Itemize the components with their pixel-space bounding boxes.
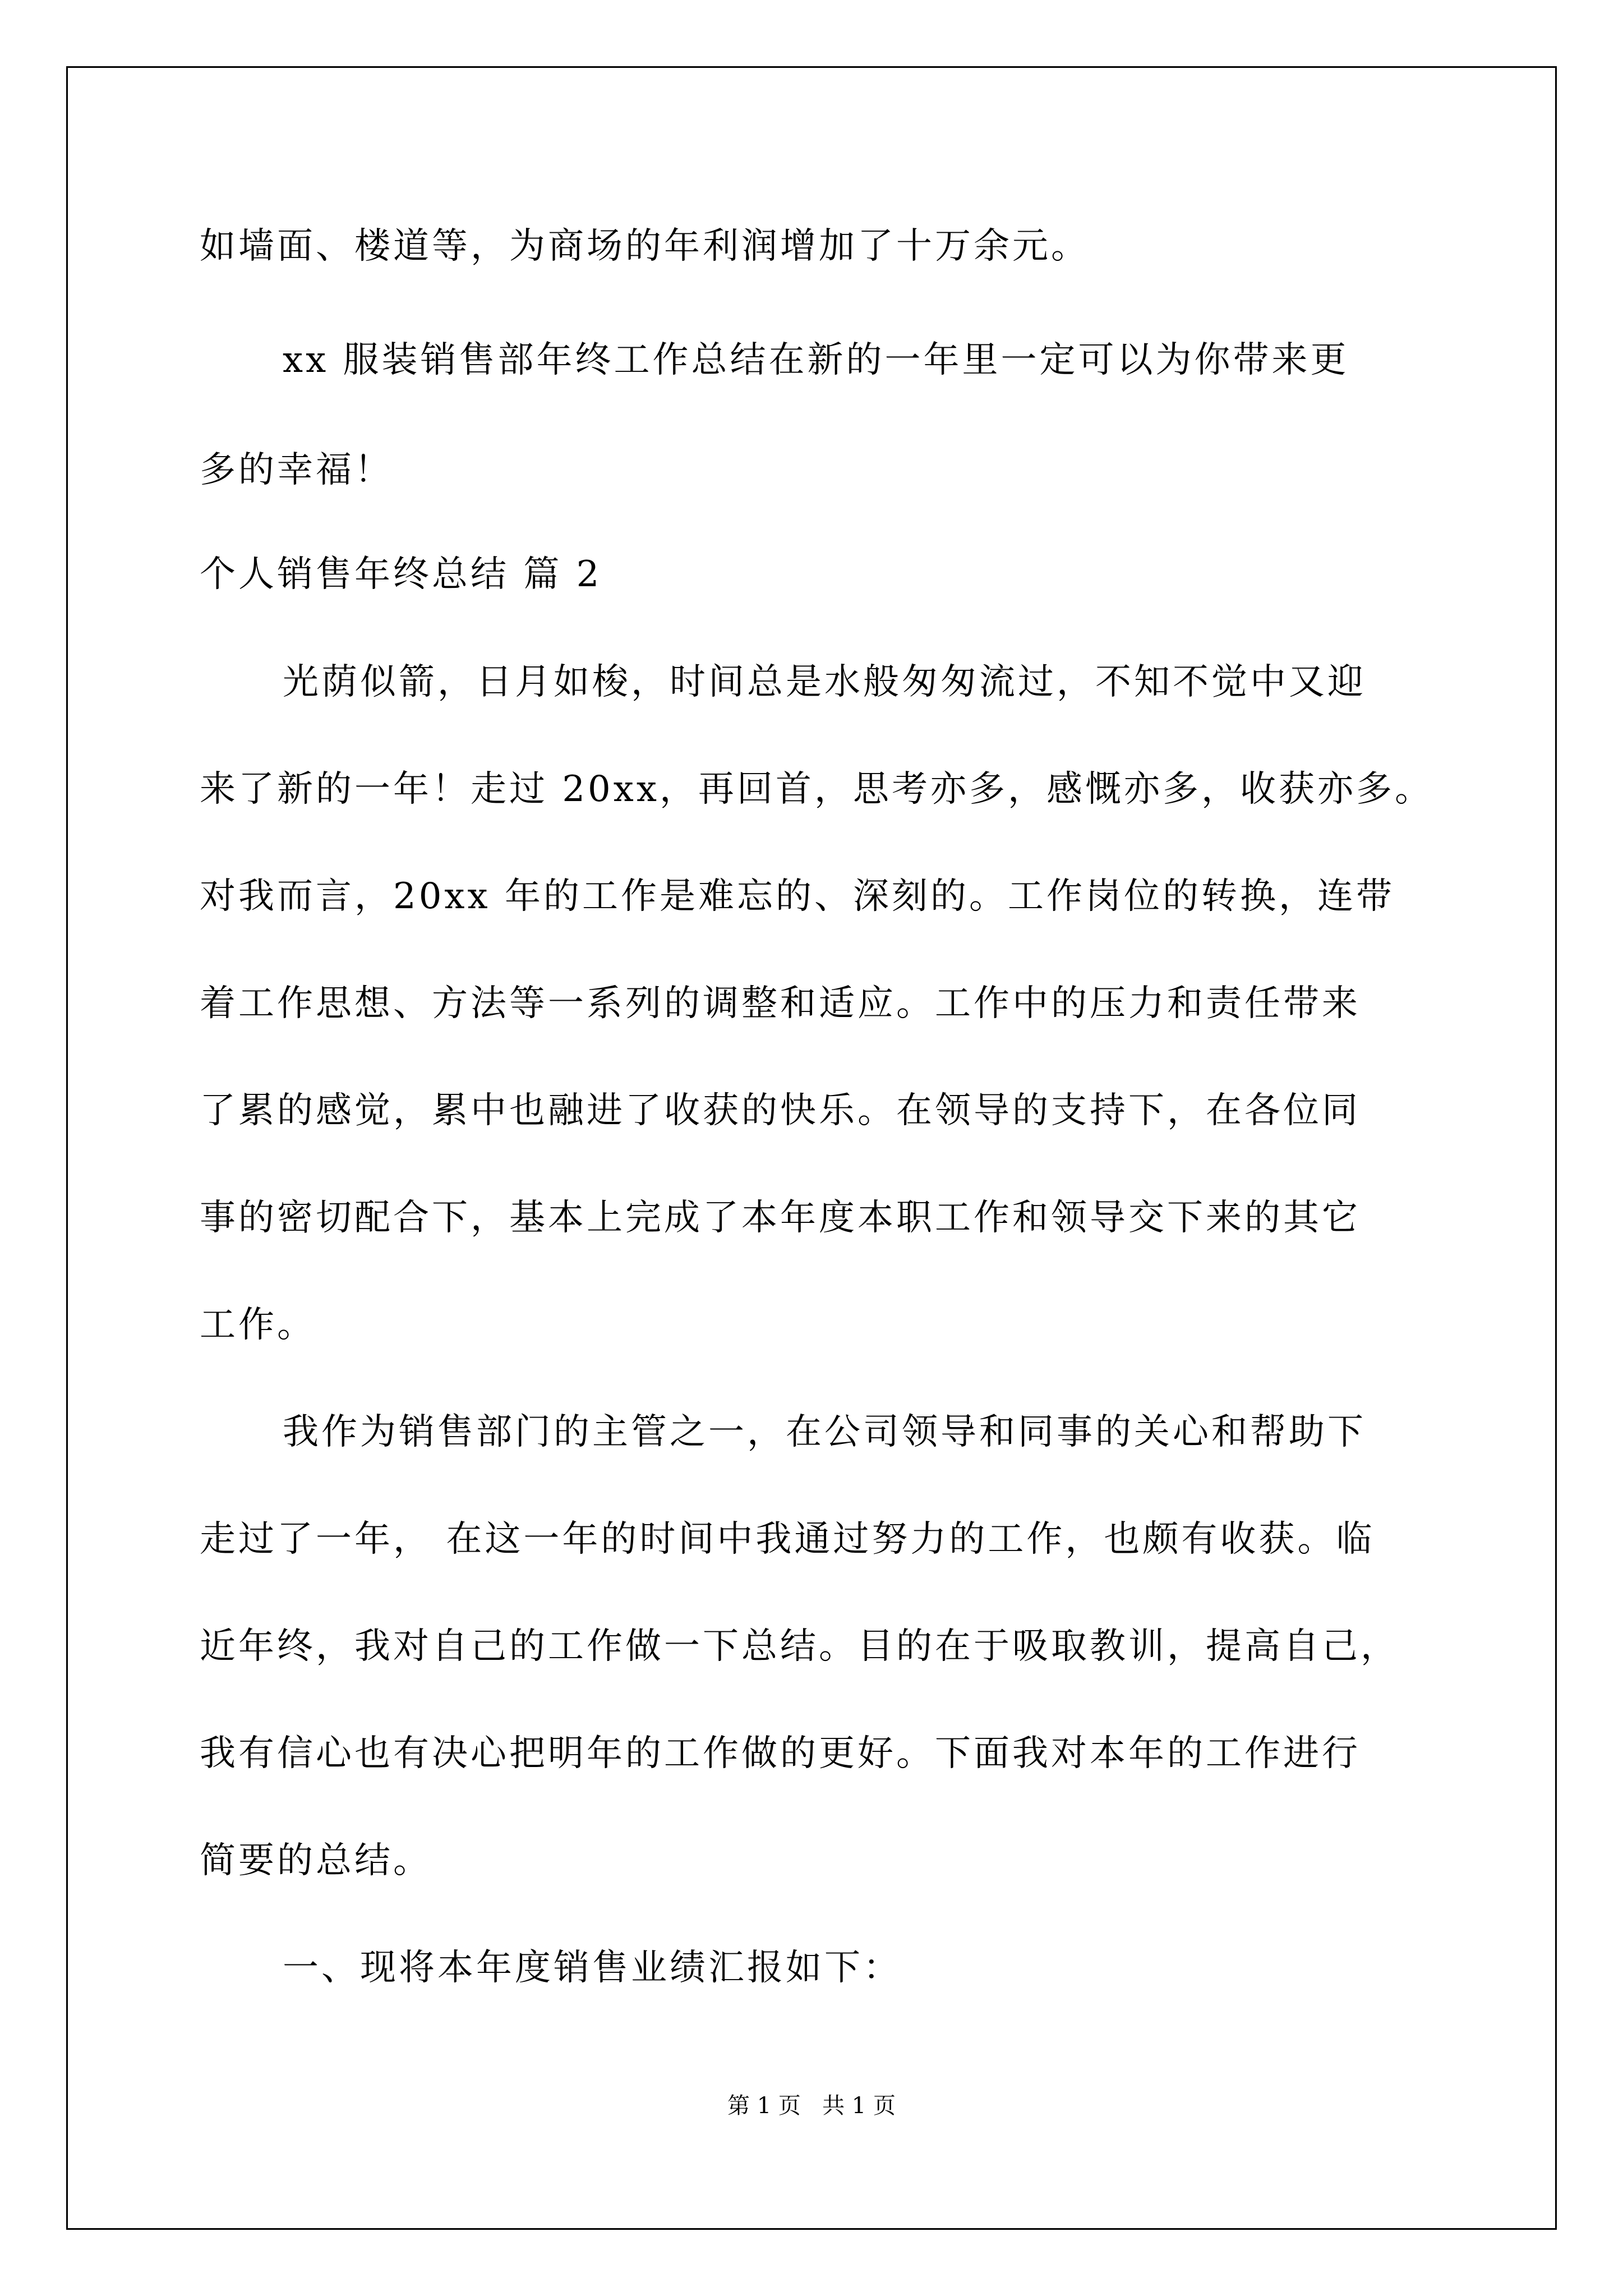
paragraph-line: 来了新的一年！走过 20xx，再回首，思考亦多，感慨亦多，收获亦多。 — [200, 769, 1433, 810]
paragraph-line: 一、现将本年度销售业绩汇报如下： — [283, 1947, 902, 1989]
page-footer: 第 1 页 共 1 页 — [727, 2093, 896, 2119]
paragraph-line: 工作。 — [200, 1304, 316, 1346]
paragraph-line: 我有信心也有决心把明年的工作做的更好。下面我对本年的工作进行 — [200, 1733, 1361, 1774]
page-border — [66, 66, 1557, 2230]
paragraph-line: 对我而言，20xx 年的工作是难忘的、深刻的。工作岗位的转换，连带 — [200, 876, 1395, 917]
paragraph-line: 如墙面、楼道等，为商场的年利润增加了十万余元。 — [200, 226, 1090, 267]
paragraph-line: 近年终，我对自己的工作做一下总结。目的在于吸取教训，提高自己， — [200, 1626, 1399, 1667]
paragraph-line: 光荫似箭，日月如梭，时间总是水般匆匆流过，不知不觉中又迎 — [283, 661, 1366, 703]
paragraph-line: 简要的总结。 — [200, 1840, 432, 1881]
paragraph-line: 了累的感觉，累中也融进了收获的快乐。在领导的支持下，在各位同 — [200, 1090, 1361, 1131]
section-heading: 个人销售年终总结 篇 2 — [200, 554, 602, 595]
paragraph-line: 走过了一年， 在这一年的时间中我通过努力的工作，也颇有收获。临 — [200, 1519, 1375, 1560]
paragraph-line: 我作为销售部门的主管之一，在公司领导和同事的关心和帮助下 — [283, 1411, 1366, 1453]
paragraph-line: xx 服装销售部年终工作总结在新的一年里一定可以为你带来更 — [283, 339, 1349, 381]
paragraph-line: 着工作思想、方法等一系列的调整和适应。工作中的压力和责任带来 — [200, 983, 1361, 1024]
paragraph-line: 多的幸福！ — [200, 449, 393, 491]
paragraph-line: 事的密切配合下，基本上完成了本年度本职工作和领导交下来的其它 — [200, 1197, 1361, 1239]
